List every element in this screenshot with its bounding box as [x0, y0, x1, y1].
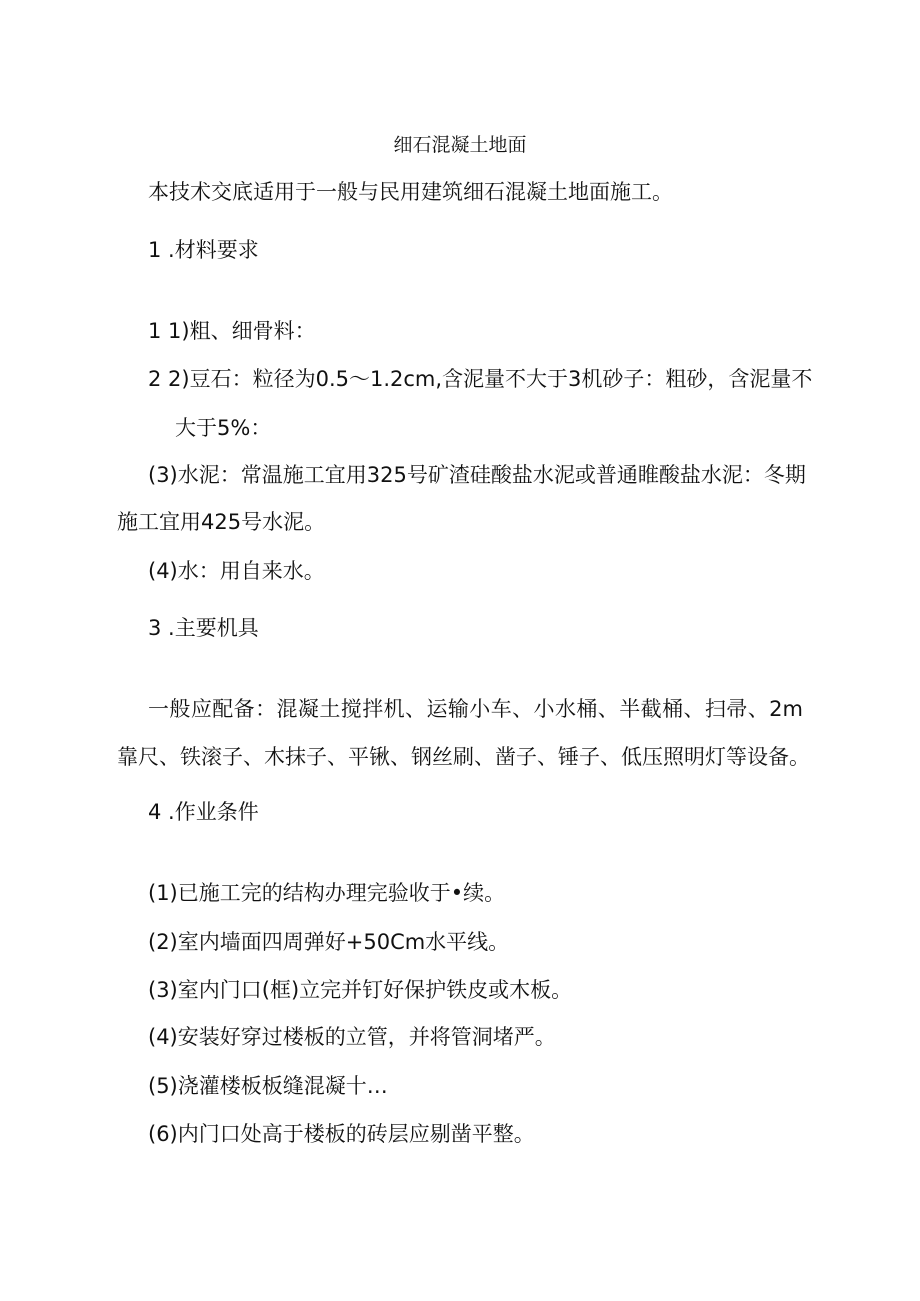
- conditions-item: (5)浇灌楼板板缝混凝十…: [148, 1074, 388, 1098]
- materials-item-pea-gravel-line1: 2 2)豆石：粒径为0.5～1.2cm,含泥量不大于3机砂子：粗砂，含泥量不: [148, 367, 813, 391]
- conditions-item: (2)室内墙面四周弹好+50Cm水平线。: [148, 930, 510, 954]
- materials-item-cement-line2: 施工宜用425号水泥。: [117, 510, 326, 534]
- intro-paragraph: 本技术交底适用于一般与民用建筑细石混凝土地面施工。: [148, 180, 673, 204]
- materials-item-aggregate: 1 1)粗、细骨料：: [148, 319, 316, 343]
- materials-item-water: (4)水：用自来水。: [148, 559, 325, 583]
- section-heading-conditions: 4 .作业条件: [148, 800, 259, 824]
- conditions-item: (4)安装好穿过楼板的立管，并将管洞堵严。: [148, 1025, 556, 1049]
- conditions-item: (1)已施工完的结构办理完验收于•续。: [148, 881, 506, 905]
- materials-item-cement-line1: (3)水泥：常温施工宜用325号矿渣硅酸盐水泥或普通睢酸盐水泥：冬期: [148, 463, 806, 487]
- conditions-item: (6)内门口处高于楼板的砖层应剔凿平整。: [148, 1122, 535, 1146]
- materials-item-pea-gravel-line2: 大于5%：: [175, 416, 272, 440]
- equipment-paragraph-line2: 靠尺、铁滚子、木抹子、平锹、钢丝刷、凿子、锤子、低压照明灯等设备。: [117, 745, 810, 769]
- section-heading-equipment: 3 .主要机具: [148, 616, 259, 640]
- conditions-item: (3)室内门口(框)立完并钉好保护铁皮或木板。: [148, 978, 573, 1002]
- section-heading-materials: 1 .材料要求: [148, 238, 259, 262]
- equipment-paragraph-line1: 一般应配备：混凝土搅拌机、运输小车、小水桶、半截桶、扫帚、2m: [148, 697, 803, 721]
- document-title: 细石混凝土地面: [393, 134, 527, 156]
